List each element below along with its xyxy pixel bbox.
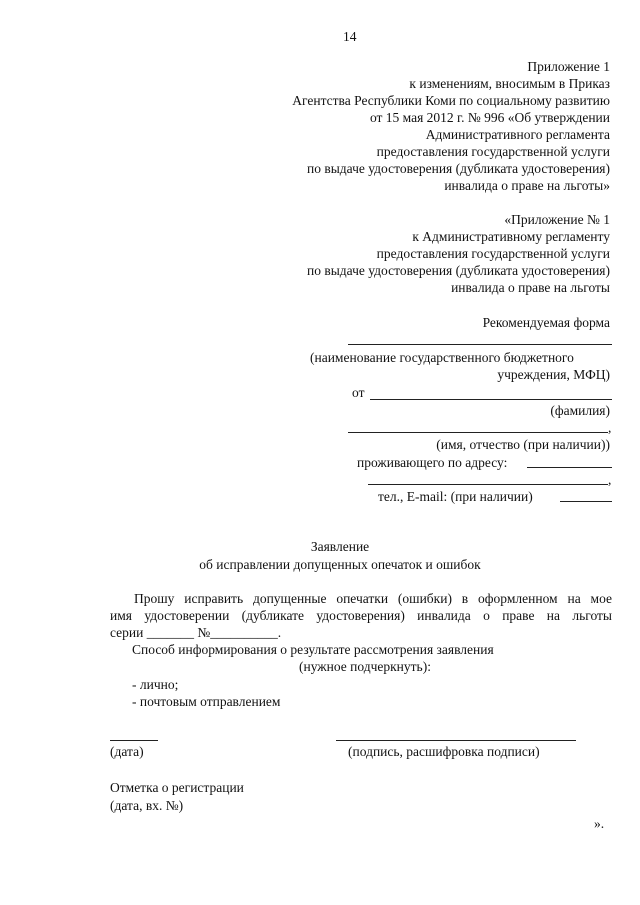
signature-caption: (подпись, расшифровка подписи) [348, 744, 540, 759]
date-line [110, 740, 158, 741]
name-patronymic-caption: (имя, отчество (при наличии)) [436, 437, 610, 452]
recommended-form-label: Рекомендуемая форма [482, 315, 610, 330]
appendix-header [292, 58, 610, 194]
appendix-header-line: инвалида о праве на льготы» [444, 178, 610, 193]
inner-appendix-line: предоставления государственной услуги [376, 246, 610, 261]
appendix-header-line: Агентства Республики Коми по социальному развитию [292, 93, 610, 108]
appendix-header-line: к изменениям, вносимым в Приказ [409, 76, 610, 91]
date-caption: (дата) [110, 744, 144, 759]
statement-title: Заявление [310, 539, 370, 554]
signature-line [336, 740, 576, 741]
inform-method-label: Способ информирования о результате рассмотрения заявления [132, 642, 494, 657]
surname-line [370, 399, 612, 400]
inner-appendix-line: к Административному регламенту [412, 229, 610, 244]
series-number-line: серии _______ №__________. [110, 625, 282, 640]
inner-appendix-line: «Приложение № 1 [504, 212, 610, 227]
address-line-1 [527, 467, 612, 468]
institution-caption-line1: (наименование государственного бюджетного [310, 350, 574, 365]
underline-note: (нужное подчеркнуть): [299, 659, 431, 674]
registration-label: Отметка о регистрации [110, 780, 244, 795]
appendix-header-line: Приложение 1 [527, 59, 610, 74]
comma: , [608, 420, 612, 435]
registration-caption: (дата, вх. №) [110, 798, 184, 813]
request-text-line2: имя удостоверении (дубликате удостоверения) инвалида о праве на льготы [110, 608, 612, 623]
appendix-header-line: по выдаче удостоверения (дубликата удостоверения) [306, 161, 610, 176]
institution-caption-line2: учреждения, МФЦ) [497, 367, 610, 382]
inner-appendix-header [307, 211, 610, 296]
institution-name-line [348, 344, 612, 345]
option-mail: - почтовым отправлением [132, 694, 281, 709]
statement-subtitle: об исправлении допущенных опечаток и ошибок [199, 557, 481, 572]
phone-email-label: тел., E-mail: (при наличии) [378, 489, 533, 504]
closing-quote: ». [594, 816, 605, 831]
comma: , [608, 472, 612, 487]
name-patronymic-line [348, 432, 608, 433]
address-label: проживающего по адресу: [357, 455, 508, 470]
appendix-header-line: от 15 мая 2012 г. № 996 «Об утверждении [369, 110, 610, 125]
page-number: 14 [343, 29, 357, 44]
from-label: от [352, 385, 365, 400]
inner-appendix-line: по выдаче удостоверения (дубликата удостоверения) [306, 263, 610, 278]
request-text-line1: Прошу исправить допущенные опечатки (ошибки) в оформленном на мое [134, 591, 612, 606]
surname-caption: (фамилия) [550, 403, 610, 418]
appendix-header-line: Административного регламента [425, 127, 610, 142]
address-line-2 [368, 484, 608, 485]
option-personally: - лично; [132, 677, 179, 692]
phone-email-line [560, 501, 612, 502]
appendix-header-line: предоставления государственной услуги [376, 144, 610, 159]
inner-appendix-line: инвалида о праве на льготы [451, 280, 610, 295]
